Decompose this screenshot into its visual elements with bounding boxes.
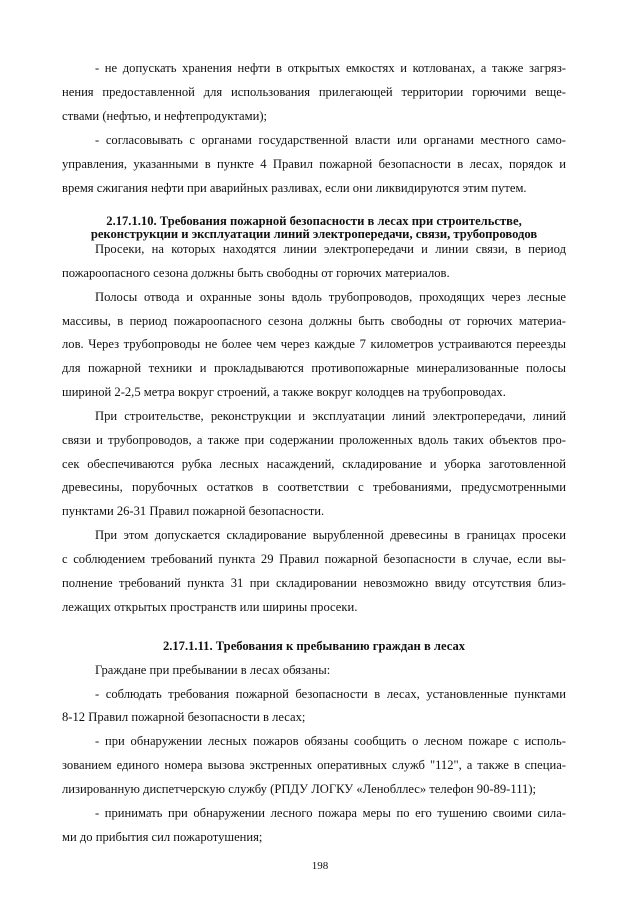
body-line: - не допускать хранения нефти в открытых емкостях и котлованах, а также загряз- <box>95 61 566 75</box>
body-line: пунктами 26-31 Правил пожарной безопасности. <box>62 504 325 518</box>
body-line: полнение требований пункта 31 при складировании невозможно ввиду отсутствия близ- <box>62 576 566 590</box>
body-line: Граждане при пребывании в лесах обязаны: <box>95 663 331 677</box>
body-line: управления, указанными в пункте 4 Правил пожарной безопасности в лесах, порядок и <box>62 157 566 171</box>
body-line: лизированную диспетчерскую службу (РПДУ ЛОГКУ «Ленобллес» телефон 90-89-111); <box>62 782 537 796</box>
body-line: При этом допускается складирование вырубленной древесины в границах просеки <box>95 528 566 542</box>
body-line: время сжигания нефти при аварийных разливах, если они ликвидируются этим путем. <box>62 181 527 195</box>
body-line: сек обеспечиваются рубка лесных насаждений, складирование и уборка заготовленной <box>62 457 566 471</box>
section-heading: 2.17.1.10. Требования пожарной безопасности в лесах при строительстве, <box>106 214 522 228</box>
body-line: ми до прибытия сил пожаротушения; <box>62 830 263 844</box>
body-line: При строительстве, реконструкции и эксплуатации линий электропередачи, линий <box>95 409 566 423</box>
body-line: 8-12 Правил пожарной безопасности в лесах; <box>62 710 306 724</box>
body-line: ствами (нефтью, и нефтепродуктами); <box>62 109 268 123</box>
body-line: - принимать при обнаружении лесного пожара меры по его тушению своими сила- <box>95 806 566 820</box>
body-line: - при обнаружении лесных пожаров обязаны сообщить о лесном пожаре с исполь- <box>95 734 566 748</box>
body-line: лов. Через трубопроводы не более чем через каждые 7 километров устраиваются переезды <box>62 337 566 351</box>
body-line: древесины, порубочных остатков в соответствии с требованиями, предусмотренными <box>62 480 566 494</box>
body-line: для пожарной техники и прокладываются противопожарные минерализованные полосы <box>62 361 566 375</box>
section-heading: 2.17.1.11. Требования к пребыванию граждан в лесах <box>162 639 466 653</box>
body-line: - соблюдать требования пожарной безопасности в лесах, установленные пунктами <box>95 687 566 701</box>
body-line: Полосы отвода и охранные зоны вдоль трубопроводов, проходящих через лесные <box>95 290 566 304</box>
section-heading: реконструкции и эксплуатации линий электропередачи, связи, трубопроводов <box>90 227 538 241</box>
body-line: нения предоставленной для использования прилегающей территории горючими веще- <box>62 85 566 99</box>
page-number: 198 <box>311 860 329 872</box>
body-line: массивы, в период пожароопасного сезона должны быть свободны от горючих материа- <box>62 314 566 328</box>
body-line: лежащих открытых пространств или ширины просеки. <box>62 600 358 614</box>
body-line: зованием единого номера вызова экстренных оперативных служб "112", а также в специа- <box>62 758 566 772</box>
body-line: связи и трубопроводов, а также при содержании проложенных вдоль таких объектов про- <box>62 433 566 447</box>
body-line: пожароопасного сезона должны быть свободны от горючих материалов. <box>62 266 450 280</box>
body-line: шириной 2-2,5 метра вокруг строений, а также вокруг колодцев на трубопроводах. <box>62 385 506 399</box>
body-line: - согласовывать с органами государственной власти или органами местного само- <box>95 133 566 147</box>
body-line: с соблюдением требований пункта 29 Правил пожарной безопасности в случае, если вы- <box>62 552 566 566</box>
body-line: Просеки, на которых находятся линии электропередачи и линии связи, в период <box>95 242 566 256</box>
